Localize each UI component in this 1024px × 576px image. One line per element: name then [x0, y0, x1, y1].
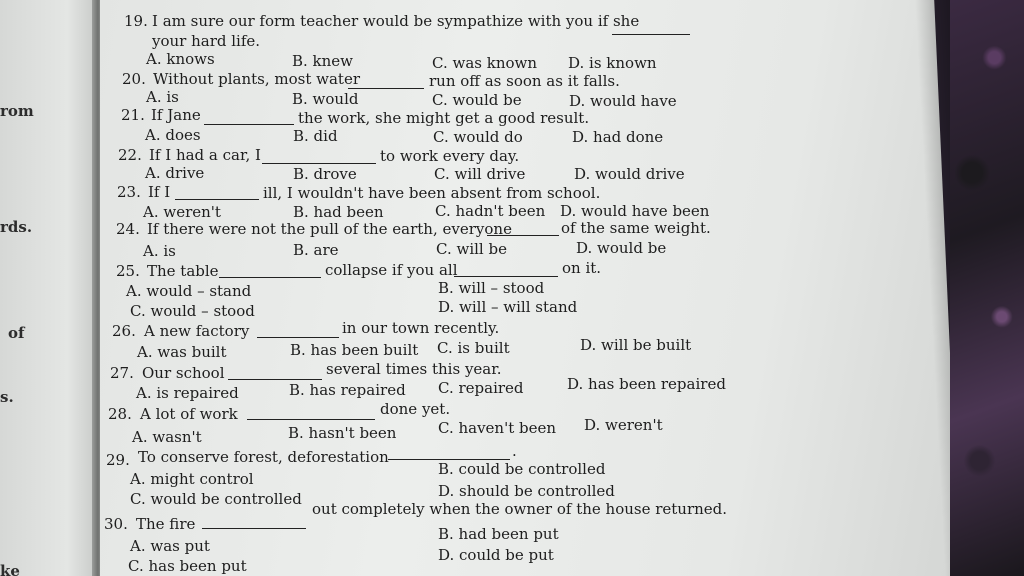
- left-margin-word: of: [8, 324, 25, 342]
- question-stem: of the same weight.: [561, 219, 711, 237]
- option-d: D. could be put: [438, 546, 554, 564]
- question-number: 25.: [116, 262, 140, 280]
- question-stem: on it.: [562, 259, 602, 277]
- left-page-edge: [0, 0, 96, 576]
- left-margin-word: ke: [0, 562, 20, 576]
- option-c: C. will drive: [434, 165, 526, 183]
- option-b: B. has repaired: [289, 381, 406, 399]
- option-a: A. is: [143, 242, 176, 260]
- question-number: 29.: [106, 451, 130, 469]
- option-b: B. will – stood: [438, 279, 545, 297]
- left-margin-word: s.: [0, 388, 14, 406]
- option-c: C. would be: [432, 91, 522, 109]
- option-b: B. would: [292, 90, 359, 108]
- question-stem: in our town recently.: [342, 319, 500, 337]
- option-a: A. might control: [130, 470, 254, 488]
- question-stem: I am sure our form teacher would be sympathize with you if she: [152, 12, 640, 30]
- question-number: 22.: [118, 146, 142, 164]
- answer-blank: [175, 199, 259, 200]
- fabric-background: [950, 0, 1024, 576]
- answer-blank: [247, 419, 375, 420]
- option-c: C. hadn't been: [435, 202, 546, 220]
- option-b: B. drove: [293, 165, 357, 183]
- question-stem: the work, she might get a good result.: [298, 109, 590, 127]
- left-margin-word: rds.: [0, 218, 33, 236]
- question-stem: out completely when the owner of the house returned.: [312, 500, 728, 518]
- question-number: 28.: [108, 405, 132, 423]
- option-b: B. had been put: [438, 525, 559, 543]
- option-d: D. will be built: [580, 336, 692, 354]
- option-a: A. weren't: [143, 203, 221, 221]
- question-stem: done yet.: [380, 400, 451, 418]
- question-stem: collapse if you all: [325, 261, 458, 279]
- option-b: B. knew: [292, 52, 354, 70]
- option-b: B. hasn't been: [288, 424, 397, 442]
- answer-blank: [348, 88, 424, 89]
- answer-blank: [262, 163, 376, 164]
- option-b: B. did: [293, 127, 338, 145]
- question-number: 23.: [117, 183, 141, 201]
- question-stem: If I: [148, 183, 171, 201]
- question-stem: The table: [147, 262, 219, 280]
- option-a: A. is: [146, 88, 179, 106]
- answer-blank: [487, 235, 559, 236]
- option-c: C. is built: [437, 339, 510, 357]
- option-a: A. was put: [130, 537, 210, 555]
- option-d: D. has been repaired: [567, 375, 726, 393]
- option-d: D. would have: [569, 92, 677, 110]
- question-number: 21.: [121, 106, 145, 124]
- option-c: C. will be: [436, 240, 507, 258]
- answer-blank: [204, 124, 294, 125]
- question-stem: The fire: [136, 515, 196, 533]
- answer-blank: [202, 528, 306, 529]
- question-stem: If there were not the pull of the earth, everyone: [147, 220, 512, 238]
- option-b: B. had been: [293, 203, 384, 221]
- option-a: A. wasn't: [132, 428, 202, 446]
- question-stem: If Jane: [151, 106, 201, 124]
- option-a: A. drive: [145, 164, 205, 182]
- option-d: D. would be: [576, 239, 667, 257]
- option-a: A. knows: [146, 50, 215, 68]
- question-number: 19.: [124, 12, 148, 30]
- answer-blank: [612, 34, 690, 35]
- option-d: D. should be controlled: [438, 482, 615, 500]
- question-stem: .: [512, 442, 517, 460]
- option-d: D. would have been: [560, 202, 710, 220]
- question-stem: To conserve forest, deforestation: [138, 448, 389, 466]
- question-stem: A lot of work: [140, 405, 238, 423]
- option-c: C. would be controlled: [130, 490, 302, 508]
- option-c: C. has been put: [128, 557, 247, 575]
- question-stem: ill, I wouldn't have been absent from school.: [263, 184, 601, 202]
- option-b: B. could be controlled: [438, 460, 606, 478]
- option-c: C. would – stood: [130, 302, 255, 320]
- question-number: 24.: [116, 220, 140, 238]
- option-c: C. would do: [433, 128, 523, 146]
- question-number: 26.: [112, 322, 136, 340]
- question-stem: your hard life.: [152, 32, 261, 50]
- option-c: C. was known: [432, 54, 538, 72]
- option-d: D. would drive: [574, 165, 685, 183]
- question-number: 20.: [122, 70, 146, 88]
- option-d: D. had done: [572, 128, 664, 146]
- option-d: D. will – will stand: [438, 298, 578, 316]
- question-stem: to work every day.: [380, 147, 520, 165]
- answer-blank: [257, 337, 339, 338]
- option-d: D. is known: [568, 54, 657, 72]
- question-stem: A new factory: [144, 322, 250, 340]
- left-margin-word: rom: [0, 102, 34, 120]
- option-c: C. haven't been: [438, 419, 557, 437]
- question-stem: run off as soon as it falls.: [429, 72, 620, 90]
- question-stem: Without plants, most water: [153, 70, 360, 88]
- answer-blank: [228, 379, 322, 380]
- option-b: B. are: [293, 241, 339, 259]
- option-b: B. has been built: [290, 341, 419, 359]
- option-d: D. weren't: [584, 416, 663, 434]
- question-number: 30.: [104, 515, 128, 533]
- option-a: A. would – stand: [126, 282, 252, 300]
- question-number: 27.: [110, 364, 134, 382]
- option-c: C. repaired: [438, 379, 524, 397]
- answer-blank: [219, 277, 321, 278]
- question-stem: If I had a car, I: [149, 146, 261, 164]
- question-stem: Our school: [142, 364, 225, 382]
- option-a: A. does: [145, 126, 201, 144]
- question-stem: several times this year.: [326, 360, 502, 378]
- option-a: A. was built: [137, 343, 227, 361]
- option-a: A. is repaired: [136, 384, 239, 402]
- answer-blank: [454, 276, 558, 277]
